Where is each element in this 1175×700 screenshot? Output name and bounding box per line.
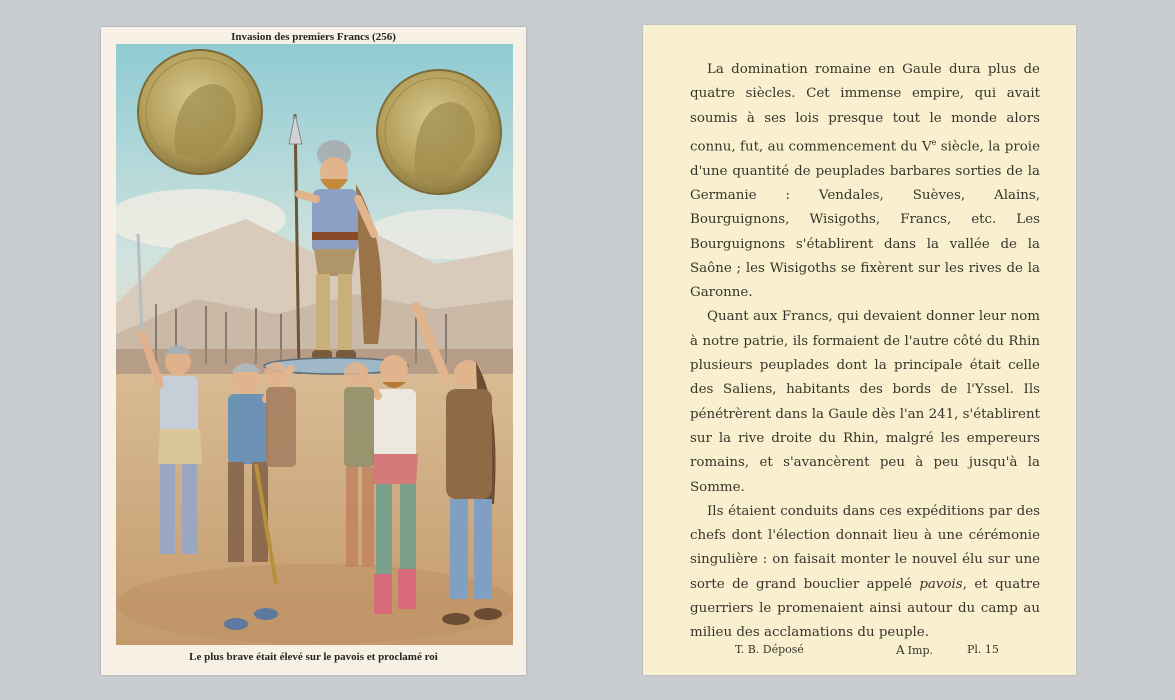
paragraph-3-text: Ils étaient conduits dans ces expéditions par des chefs dont l'élection donnait lieu à une cérémonie singulière : on faisait monter le nouvel élu sur une sorte de grand bouclier appelé: [690, 503, 1040, 592]
card-back: [643, 25, 1076, 675]
footer-deposit: T. B. Déposé: [735, 643, 804, 656]
paragraph-1-sup: e: [931, 137, 937, 147]
paragraph-1-text: La domination romaine en Gaule dura plus de quatre siècles. Cet immense empire, qui avait soumis à ses lois presque tout le monde alors connu, fut, au commencement du V: [690, 62, 1040, 155]
illustration-scene: [116, 44, 513, 645]
footer-plate-number: Pl. 15: [967, 643, 999, 656]
paragraph-3-text-cont: , et quatre guerriers le promenaient ainsi autour du camp au milieu des acclamations du peuple.: [690, 576, 1040, 641]
card-front: [101, 27, 526, 675]
paragraph-1-text-cont: siècle, la proie d'une quantité de peuplades barbares sorties de la Germanie : Vendales, Suèves, Alains, Bourguignons, Wisigoths, Francs, etc. Les Bourguignons s'établirent dans la vallée de la Saône ; les Wisigoths se fixèrent sur les rives de la Garonne.: [690, 139, 1040, 301]
card-text: [690, 58, 1040, 646]
coin-left: [138, 50, 262, 174]
paragraph-3-italic: pavois: [919, 576, 963, 592]
footer-printer: [896, 643, 933, 657]
footer-printer-label: Imp.: [907, 644, 933, 657]
printer-mark-icon: A: [896, 643, 905, 657]
card-title: Invasion des premiers Francs (256): [231, 31, 396, 43]
coin-right: [377, 70, 501, 194]
paragraph-2: Quant aux Francs, qui devaient donner leur nom à notre patrie, ils formaient de l'autre côté du Rhin plusieurs peuplades dont la principale était celle des Saliens, habitants des bords de l'Yssel. Ils pénétrèrent dans la Gaule dès l'an 241, s'établirent sur la rive droite du Rhin, malgré les empereurs romains, et s'avancèrent peu à peu jusqu'à la Somme.: [690, 309, 1040, 495]
illustration: [116, 44, 513, 645]
paragraph-3: [690, 500, 1040, 646]
card-caption: Le plus brave était élevé sur le pavois et proclamé roi: [189, 651, 438, 663]
paragraph-1: [690, 58, 1040, 305]
